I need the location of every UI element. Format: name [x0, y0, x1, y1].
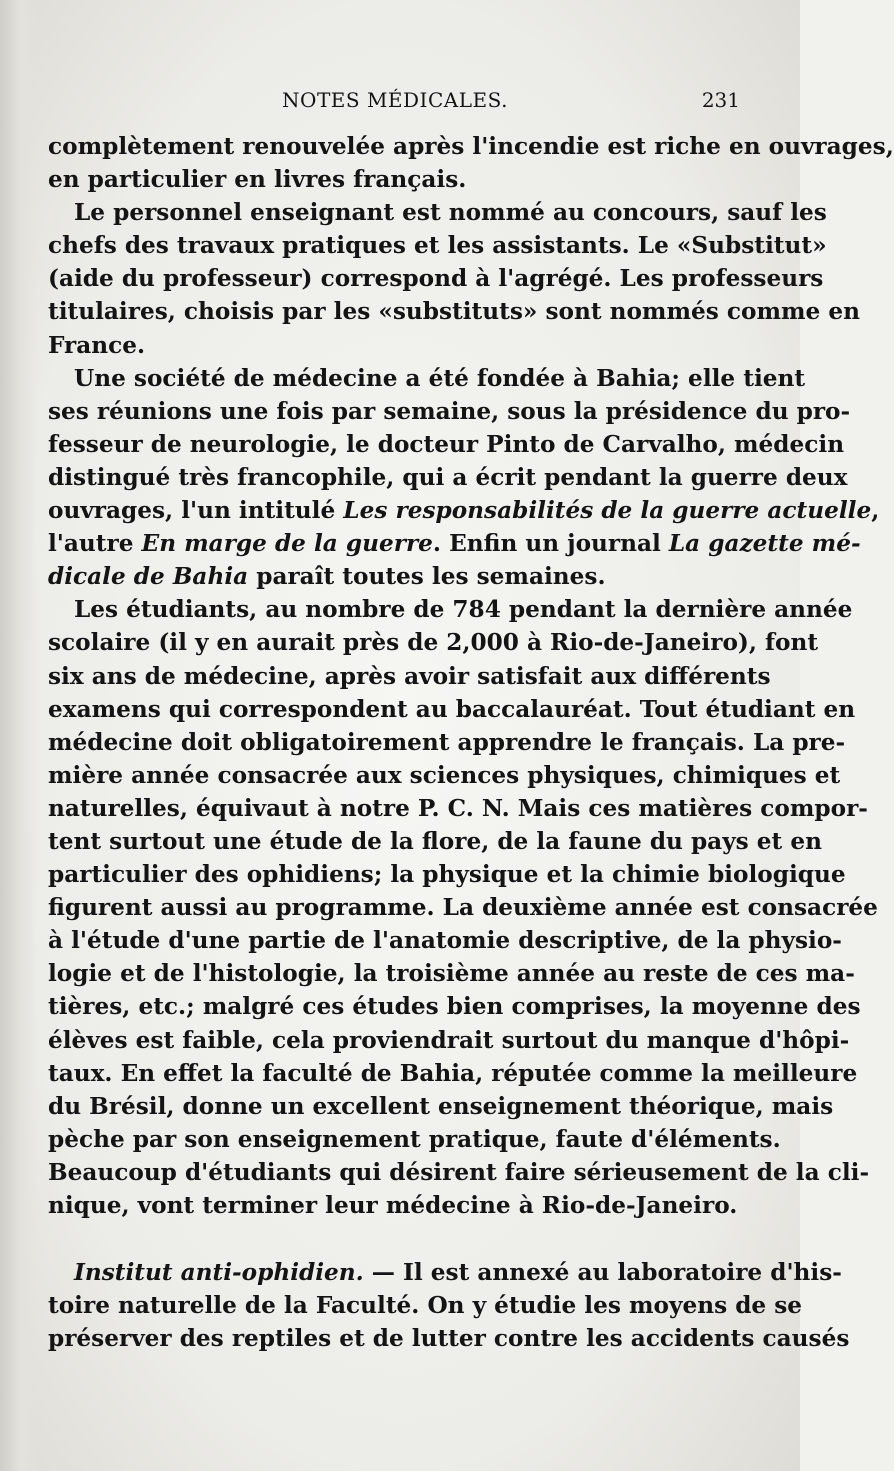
text-line: complètement renouvelée après l'incendie est riche en ouvrages, [48, 133, 894, 160]
page-edge-shadow [0, 0, 38, 1471]
paragraph [48, 196, 860, 361]
text-line: six ans de médecine, après avoir satisfait aux différents [48, 662, 771, 690]
text-line: Le personnel enseignant est nommé au concours, sauf les [74, 199, 827, 227]
paragraph [48, 130, 894, 196]
paragraph [48, 362, 880, 594]
section-title: Institut anti-ophidien. [74, 1259, 364, 1287]
text-line: tières, etc.; malgré ces études bien comprises, la moyenne des [48, 993, 861, 1021]
text-line: Les étudiants, au nombre de 784 pendant la dernière année [74, 596, 853, 624]
text-line: naturelles, équivaut à notre P. C. N. Mais ces matières compor- [48, 794, 868, 822]
text-line: à l'étude d'une partie de l'anatomie descriptive, de la physio- [48, 927, 842, 955]
body-text [48, 130, 894, 1355]
section-gap [48, 1222, 752, 1256]
book-title: Les responsabilités de la guerre actuelle [343, 497, 872, 525]
text-line [48, 1256, 842, 1289]
text-line: mière année consacrée aux sciences physiques, chimiques et [48, 761, 841, 789]
text-line [48, 494, 880, 527]
text-line: distingué très francophile, qui a écrit pendant la guerre deux [48, 463, 848, 491]
text-run: l'autre [48, 530, 142, 558]
text-line: en particulier en livres français. [48, 166, 467, 194]
text-line: nique, vont terminer leur médecine à Rio-de-Janeiro. [48, 1192, 738, 1219]
text-line: taux. En effet la faculté de Bahia, réputée comme la meilleure [48, 1059, 858, 1087]
text-line: médecine doit obligatoirement apprendre le français. La pre- [48, 728, 846, 756]
journal-title: dicale de Bahia [48, 563, 249, 591]
text-line: fesseur de neurologie, le docteur Pinto de Carvalho, médecin [48, 430, 845, 458]
text-run: paraît toutes les semaines. [248, 563, 606, 591]
text-line: logie et de l'histologie, la troisième année au reste de ces ma- [48, 960, 855, 988]
running-title: NOTES MÉDICALES. [282, 88, 508, 112]
text-run: — Il est annexé au laboratoire d'his- [363, 1259, 842, 1287]
text-line: (aide du professeur) correspond à l'agrégé. Les professeurs [48, 265, 824, 293]
text-line: toire naturelle de la Faculté. On y étudie les moyens de se [48, 1292, 803, 1320]
text-line [48, 527, 861, 560]
text-run: . Enfin un journal [432, 530, 669, 558]
text-line: pèche par son enseignement pratique, faute d'éléments. [48, 1125, 781, 1153]
text-run: , [871, 497, 880, 525]
text-line: Beaucoup d'étudiants qui désirent faire sérieusement de la cli- [48, 1158, 870, 1186]
text-line: scolaire (il y en aurait près de 2,000 à Rio-de-Janeiro), font [48, 629, 819, 657]
page-header [50, 82, 740, 122]
book-title: En marge de la guerre [141, 530, 433, 558]
text-line: titulaires, choisis par les «substituts» sont nommés comme en [48, 298, 860, 326]
text-line: tent surtout une étude de la flore, de la faune du pays et en [48, 827, 822, 855]
text-line [48, 560, 752, 593]
text-line: ses réunions une fois par semaine, sous la présidence du pro- [48, 397, 851, 425]
text-line: préserver des reptiles et de lutter contre les accidents causés [48, 1325, 850, 1353]
text-line: du Brésil, donne un excellent enseignement théorique, mais [48, 1092, 834, 1120]
text-line: examens qui correspondent au baccalauréat. Tout étudiant en [48, 695, 856, 723]
text-line: chefs des travaux pratiques et les assistants. Le «Substitut» [48, 232, 827, 260]
text-line: Une société de médecine a été fondée à Bahia; elle tient [74, 364, 806, 392]
paragraph [48, 593, 878, 1222]
text-line: particulier des ophidiens; la physique et la chimie biologique [48, 861, 846, 889]
paragraph [48, 1256, 850, 1355]
text-run: ouvrages, l'un intitulé [48, 497, 344, 525]
journal-title: La gazette mé- [668, 530, 861, 558]
text-line: élèves est faible, cela proviendrait surtout du manque d'hôpi- [48, 1026, 850, 1054]
page-number: 231 [701, 88, 740, 112]
text-line: France. [48, 331, 146, 359]
text-line: figurent aussi au programme. La deuxième année est consacrée [48, 894, 878, 922]
